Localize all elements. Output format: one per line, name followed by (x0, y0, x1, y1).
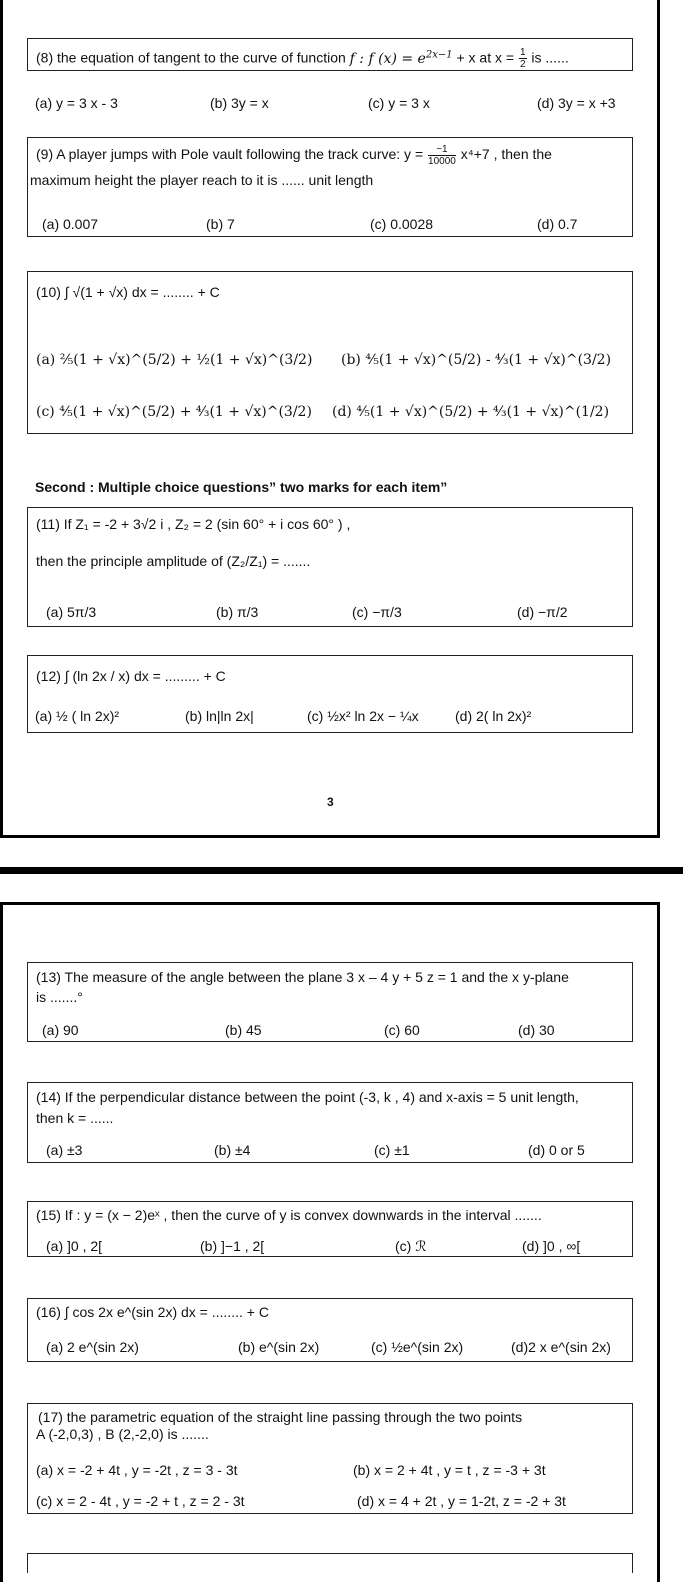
q9-option-c[interactable]: (c) 0.0028 (370, 216, 434, 232)
q9-fraction: $\frac{-1}{10000}$ (428, 144, 456, 167)
q11-option-a[interactable]: (a) 5π/3 (46, 604, 97, 620)
question-17-box (27, 1403, 633, 1514)
q8-text: (8) the equation of tangent to the curve of function (36, 49, 346, 66)
q8-option-b[interactable]: (b) 3y = x (210, 95, 269, 111)
q13-option-d[interactable]: (d) 30 (518, 1022, 555, 1038)
question-9-box (27, 137, 633, 237)
question-11-stem: (11) If Z₁ = -2 + 3√2 i , Z₂ = 2 (sin 60° + i cos 60° ) , (36, 516, 351, 532)
question-8-box (27, 38, 633, 71)
q14-option-a[interactable]: (a) ±3 (46, 1142, 83, 1158)
q14-option-d[interactable]: (d) 0 or 5 (528, 1142, 585, 1158)
q17-option-b[interactable]: (b) x = 2 + 4t , y = t , z = -3 + 3t (353, 1462, 546, 1478)
q17-option-c[interactable]: (c) x = 2 - 4t , y = -2 + t , z = 2 - 3t (36, 1493, 245, 1509)
q11-stem-line2: then the principle amplitude of (Z₂/Z₁) = ....... (36, 553, 311, 569)
question-16-box (27, 1298, 633, 1362)
question-8-stem (36, 45, 626, 70)
q10-option-b[interactable]: (b) ⅘(1 + √x)^(5/2) - ⁴⁄₃(1 + √x)^(3/2) (341, 352, 612, 368)
q12-option-b[interactable]: (b) ln|ln 2x| (185, 708, 254, 724)
q8-option-c[interactable]: (c) y = 3 x (368, 95, 430, 111)
q16-option-c[interactable]: (c) ½e^(sin 2x) (371, 1339, 464, 1355)
q16-option-a[interactable]: (a) 2 e^(sin 2x) (46, 1339, 139, 1355)
q10-option-a[interactable]: (a) ⅖(1 + √x)^(5/2) + ½(1 + √x)^(3/2) (36, 352, 313, 368)
question-9-stem (36, 144, 626, 167)
q9-text: (9) A player jumps with Pole vault following the track curve: y = (36, 146, 424, 163)
q8-text-b: + x at x = (456, 49, 515, 66)
question-13-box (27, 962, 633, 1042)
q8-option-d[interactable]: (d) 3y = x +3 (537, 95, 616, 111)
question-10-stem: (10) ∫ √(1 + √x) dx = ........ + C (36, 284, 220, 300)
question-12-box (27, 655, 633, 733)
q8-text-c: is ...... (531, 49, 569, 66)
question-15-box (27, 1201, 633, 1257)
q10-option-c[interactable]: (c) ⅘(1 + √x)^(5/2) + ⁴⁄₃(1 + √x)^(3/2) (36, 404, 312, 420)
question-18-box-partial (27, 1553, 633, 1573)
question-14-stem: (14) If the perpendicular distance between the point (-3, k , 4) and x-axis = 5 unit length, (36, 1089, 579, 1105)
q9-option-b[interactable]: (b) 7 (206, 216, 235, 232)
question-13-stem: (13) The measure of the angle between the plane 3 x – 4 y + 5 z = 1 and the x y-plane (36, 969, 569, 985)
q14-option-c[interactable]: (c) ±1 (374, 1142, 410, 1158)
q9-text-b: x⁴+7 , then the (460, 146, 552, 163)
q14-option-b[interactable]: (b) ±4 (214, 1142, 251, 1158)
q11-option-d[interactable]: (d) −π/2 (517, 604, 568, 620)
q12-option-c[interactable]: (c) ½x² ln 2x − ¼x (307, 708, 419, 724)
page-number: 3 (327, 795, 334, 809)
q15-option-d[interactable]: (d) ]0 , ∞[ (522, 1238, 581, 1254)
q12-option-a[interactable]: (a) ½ ( ln 2x)² (35, 708, 120, 724)
question-15-stem: (15) If : y = (x − 2)eˣ , then the curve of y is convex downwards in the interval ....... (36, 1207, 542, 1223)
q13-option-a[interactable]: (a) 90 (42, 1022, 79, 1038)
q10-option-d[interactable]: (d) ⅘(1 + √x)^(5/2) + ⁴⁄₃(1 + √x)^(1/2) (332, 404, 610, 420)
q8-option-a[interactable]: (a) y = 3 x - 3 (35, 95, 118, 111)
q17-stem-line2: A (-2,0,3) , B (2,-2,0) is ....... (36, 1426, 209, 1442)
q11-option-b[interactable]: (b) π/3 (216, 604, 259, 620)
page-separator (0, 867, 683, 874)
q16-option-d[interactable]: (d)2 x e^(sin 2x) (511, 1339, 611, 1355)
q9-stem-line2: maximum height the player reach to it is ...... unit length (30, 172, 374, 188)
q8-half: $\frac{1}{2}$ (519, 47, 526, 71)
section-heading: Second : Multiple choice questions” two marks for each item” (35, 479, 448, 495)
q16-option-b[interactable]: (b) e^(sin 2x) (238, 1339, 320, 1355)
q17-option-a[interactable]: (a) x = -2 + 4t , y = -2t , z = 3 - 3t (36, 1462, 238, 1478)
q15-option-c[interactable]: (c) ℛ (395, 1238, 427, 1254)
question-14-box (27, 1082, 633, 1163)
question-10-box (27, 271, 633, 434)
question-17-stem: (17) the parametric equation of the straight line passing through the two points (38, 1409, 523, 1425)
q15-option-b[interactable]: (b) ]−1 , 2[ (200, 1238, 265, 1254)
q13-stem-line2: is .......° (36, 989, 83, 1005)
q15-option-a[interactable]: (a) ]0 , 2[ (46, 1238, 103, 1254)
question-16-stem: (16) ∫ cos 2x e^(sin 2x) dx = ........ + C (36, 1304, 269, 1320)
q9-option-d[interactable]: (d) 0.7 (537, 216, 578, 232)
q9-option-a[interactable]: (a) 0.007 (42, 216, 99, 232)
q8-function: f : f $(x) = e^{2x-1}$ (349, 49, 453, 67)
q14-stem-line2: then k = ...... (36, 1110, 114, 1126)
question-12-stem: (12) ∫ (ln 2x / x) dx = ......... + C (36, 668, 226, 684)
q12-option-d[interactable]: (d) 2( ln 2x)² (455, 708, 532, 724)
q17-option-d[interactable]: (d) x = 4 + 2t , y = 1-2t, z = -2 + 3t (357, 1493, 566, 1509)
q11-option-c[interactable]: (c) −π/3 (352, 604, 402, 620)
question-11-box (27, 507, 633, 627)
q13-option-b[interactable]: (b) 45 (225, 1022, 262, 1038)
q13-option-c[interactable]: (c) 60 (384, 1022, 420, 1038)
